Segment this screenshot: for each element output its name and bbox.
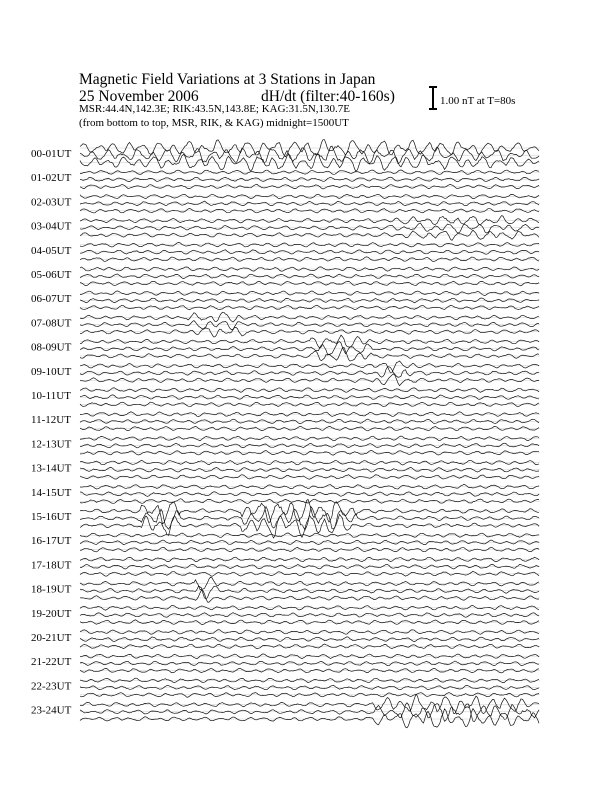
row-label: 22-23UT <box>31 680 72 693</box>
stations-label: MSR:44.4N,142.3E; RIK:43.5N,143.8E; KAG:31.5N,130.7E <box>79 103 351 115</box>
row-label: 11-12UT <box>31 414 71 427</box>
trace-rik <box>80 321 539 330</box>
row-label: 00-01UT <box>31 148 72 160</box>
date-label: 25 November 2006 <box>79 88 199 105</box>
trace-msr <box>80 216 539 225</box>
trace-rik <box>80 367 539 378</box>
row-label: 07-08UT <box>31 317 72 330</box>
row-label: 03-04UT <box>31 220 72 233</box>
trace-kag <box>80 230 539 240</box>
trace-kag <box>80 348 539 362</box>
row-label: 19-20UT <box>31 607 72 620</box>
trace-kag <box>80 374 539 386</box>
row-label: 04-05UT <box>31 244 72 257</box>
trace-rik <box>80 201 539 206</box>
row-label: 12-13UT <box>31 438 72 451</box>
row-label: 14-15UT <box>31 486 72 499</box>
row-label: 06-07UT <box>31 293 72 306</box>
trace-msr <box>80 140 539 157</box>
row-label: 01-02UT <box>31 172 72 185</box>
trace-kag <box>80 327 539 337</box>
order-note: (from bottom to top, MSR, RIK, & KAG) midnight=1500UT <box>79 117 349 129</box>
scale-label: 1.00 nT at T=80s <box>440 95 516 107</box>
row-label: 15-16UT <box>31 511 72 523</box>
row-label: 08-09UT <box>31 341 72 354</box>
row-label: 23-24UT <box>31 704 72 717</box>
row-label: 18-19UT <box>31 583 72 596</box>
row-label: 16-17UT <box>31 535 72 548</box>
row-label: 13-14UT <box>31 462 72 475</box>
trace-msr <box>80 577 539 589</box>
row-label: 17-18UT <box>31 559 72 572</box>
trace-msr <box>80 312 539 322</box>
filter-label: dH/dt (filter:40-160s) <box>261 88 395 105</box>
trace-rik <box>80 342 539 355</box>
row-label: 20-21UT <box>31 632 72 644</box>
row-label: 05-06UT <box>31 269 72 281</box>
chart-title: Magnetic Field Variations at 3 Stations in Japan <box>79 71 376 88</box>
row-label: 10-11UT <box>31 390 71 402</box>
row-label: 21-22UT <box>31 656 72 669</box>
trace-rik <box>80 146 539 164</box>
row-label: 02-03UT <box>31 196 72 209</box>
trace-kag <box>80 154 539 172</box>
row-label: 09-10UT <box>31 365 72 378</box>
